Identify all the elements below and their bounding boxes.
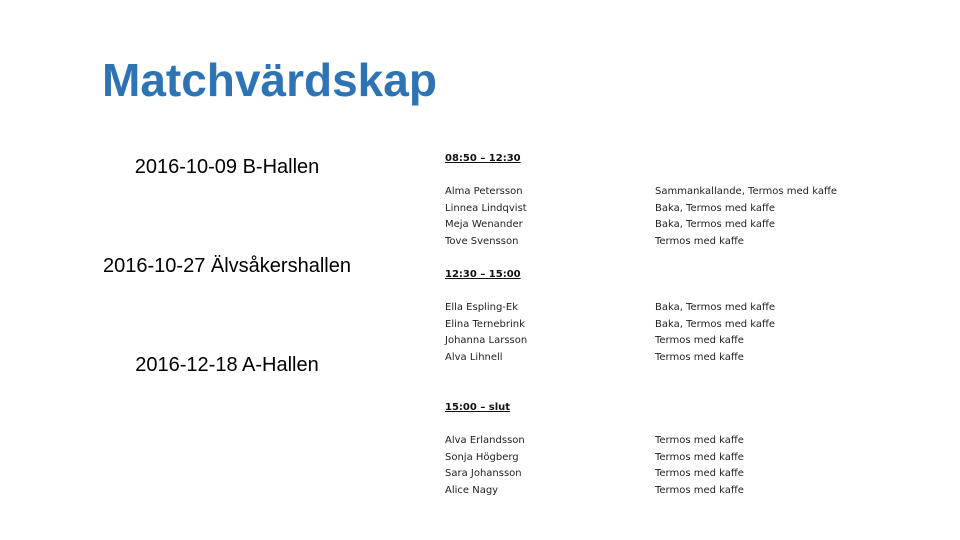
host-name: Sonja Högberg [445, 452, 519, 463]
host-name: Alva Erlandsson [445, 435, 525, 446]
host-name: Tove Svensson [445, 236, 519, 247]
event-venue: B-Hallen [242, 156, 320, 178]
host-task: Termos med kaffe [655, 452, 744, 463]
event-1 [77, 155, 377, 179]
host-task: Termos med kaffe [655, 468, 744, 479]
event-venue: A-Hallen [242, 354, 319, 376]
host-task: Sammankallande, Termos med kaffe [655, 186, 837, 197]
host-task: Termos med kaffe [655, 485, 744, 496]
event-date: 2016-12-18 [135, 354, 238, 376]
host-name: Johanna Larsson [445, 335, 528, 346]
shift-time-header: 08:50 – 12:30 [445, 153, 521, 164]
host-task: Baka, Termos med kaffe [655, 203, 776, 214]
host-name: Alice Nagy [445, 485, 499, 496]
host-task: Termos med kaffe [655, 236, 744, 247]
host-task: Baka, Termos med kaffe [655, 302, 776, 313]
event-venue: Älvsåkershallen [210, 255, 351, 277]
host-task: Termos med kaffe [655, 335, 744, 346]
shift-time-header: 12:30 – 15:00 [445, 269, 521, 280]
shift-time-header: 15:00 – slut [445, 402, 511, 413]
host-task: Termos med kaffe [655, 435, 744, 446]
host-name: Linnea Lindqvist [445, 203, 527, 214]
event-2 [77, 254, 377, 278]
host-task: Baka, Termos med kaffe [655, 219, 776, 230]
slide-title: Matchvärdskap [102, 54, 437, 106]
host-name: Alva Lihnell [445, 352, 503, 363]
event-date: 2016-10-27 [103, 255, 206, 277]
host-name: Sara Johansson [445, 468, 522, 479]
host-name: Ella Espling-Ek [445, 302, 519, 313]
event-3 [77, 353, 377, 377]
host-name: Elina Ternebrink [445, 319, 525, 330]
host-name: Meja Wenander [445, 219, 523, 230]
host-name: Alma Petersson [445, 186, 523, 197]
host-task: Termos med kaffe [655, 352, 744, 363]
event-date: 2016-10-09 [134, 156, 238, 178]
host-task: Baka, Termos med kaffe [655, 319, 776, 330]
schedule-image [445, 148, 865, 508]
